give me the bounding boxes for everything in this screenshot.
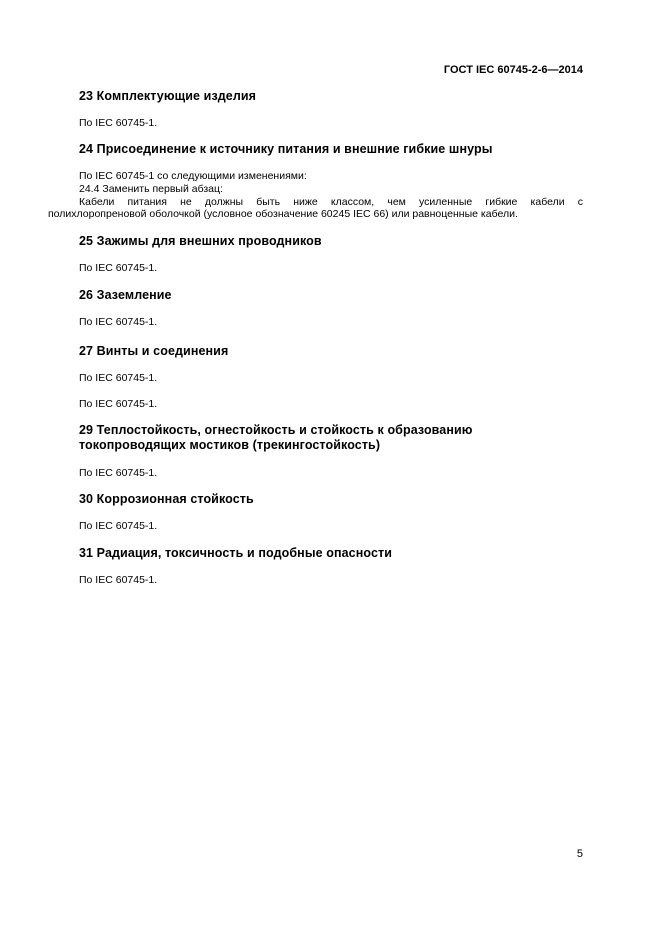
section-26-title: 26 Заземление xyxy=(79,288,172,302)
section-25-title: 25 Зажимы для внешних проводников xyxy=(79,234,322,248)
section-24-line-1: По IEC 60745-1 со следующими изменениями: xyxy=(79,170,307,182)
section-27-title: 27 Винты и соединения xyxy=(79,344,229,358)
page-number: 5 xyxy=(576,848,583,860)
document-code: ГОСТ IEC 60745-2-6—2014 xyxy=(443,64,583,76)
section-29-title-line-1: 29 Теплостойкость, огнестойкость и стойкость к образованию xyxy=(79,423,473,437)
section-30-body: По IEC 60745-1. xyxy=(79,520,158,532)
section-31-body: По IEC 60745-1. xyxy=(79,574,158,586)
section-28-body: По IEC 60745-1. xyxy=(79,398,158,410)
section-24-title: 24 Присоединение к источнику питания и внешние гибкие шнуры xyxy=(79,142,493,156)
section-29-title-line-2: токопроводящих мостиков (трекингостойкость) xyxy=(79,438,381,452)
section-31-title: 31 Радиация, токсичность и подобные опасности xyxy=(79,546,392,560)
section-25-body: По IEC 60745-1. xyxy=(79,262,158,274)
section-24-line-3: Кабели питания не должны быть ниже классом, чем усиленные гибкие кабели с xyxy=(79,196,583,208)
section-29-body: По IEC 60745-1. xyxy=(79,467,158,479)
section-30-title: 30 Коррозионная стойкость xyxy=(79,492,254,506)
section-24-line-2: 24.4 Заменить первый абзац: xyxy=(79,183,223,195)
section-23-body: По IEC 60745-1. xyxy=(79,117,158,129)
section-26-body: По IEC 60745-1. xyxy=(79,316,158,328)
section-23-title: 23 Комплектующие изделия xyxy=(79,89,257,103)
section-27-body: По IEC 60745-1. xyxy=(79,372,158,384)
section-24-line-4: полихлоропреновой оболочкой (условное обозначение 60245 IEC 66) или равноценные кабели. xyxy=(48,208,518,220)
